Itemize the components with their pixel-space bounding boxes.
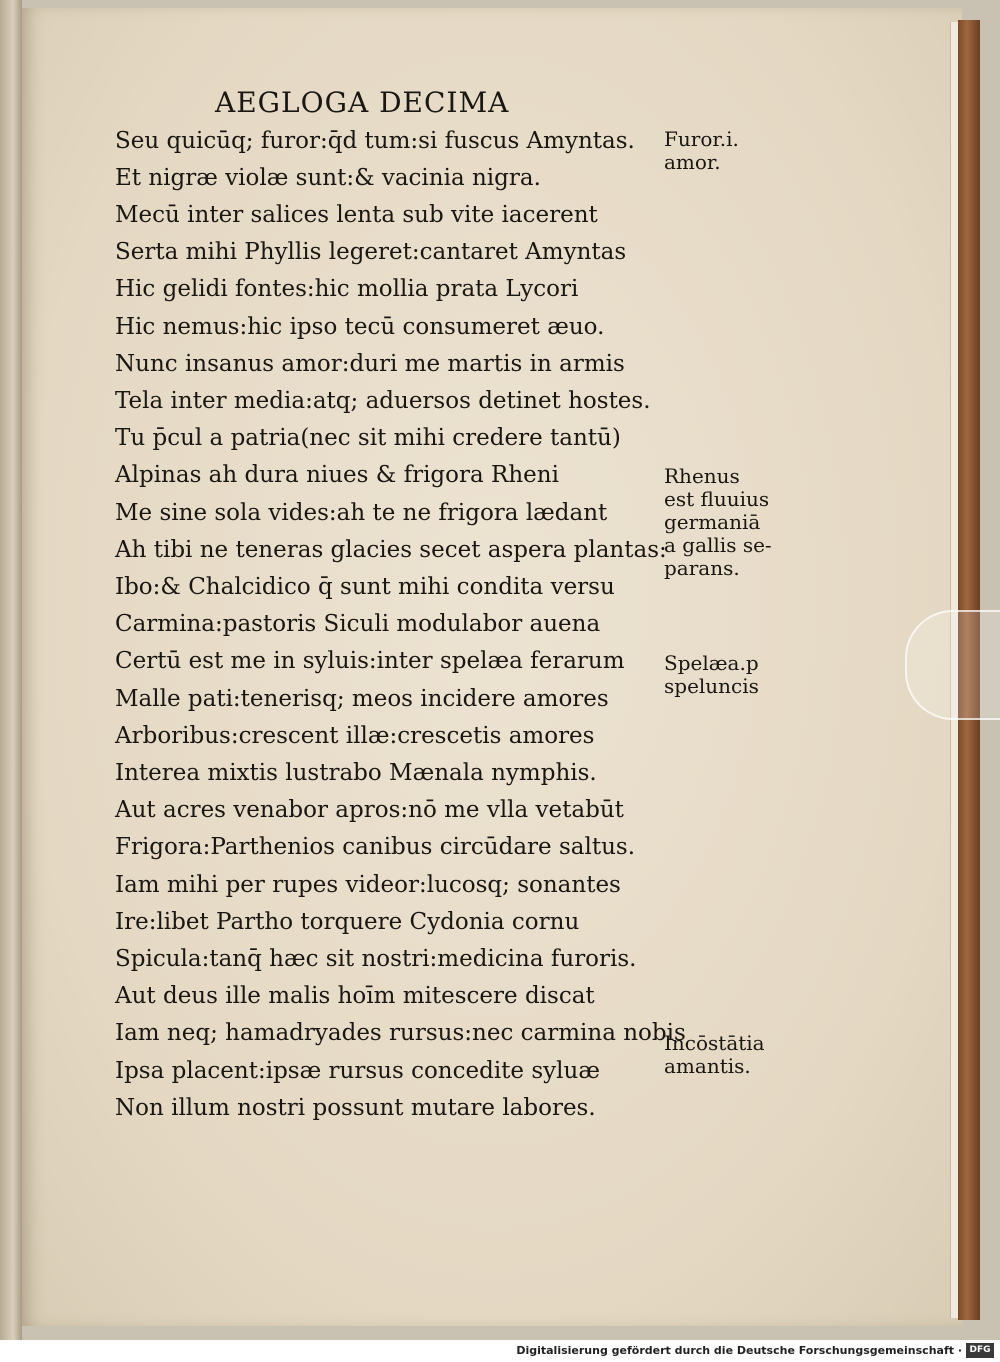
verse-line: Seu quicūq; furor:q̄d tum:si fuscus Amyntas. [115, 128, 635, 154]
page-title: AEGLOGA DECIMA [215, 86, 510, 119]
verse-line: Et nigræ violæ sunt:& vacinia nigra. [115, 165, 541, 191]
marginal-gloss: Furor.i. amor. [664, 127, 739, 174]
verse-line: Ibo:& Chalcidico q̄ sunt mihi condita versu [115, 574, 615, 600]
verse-line: Non illum nostri possunt mutare labores. [115, 1095, 596, 1121]
footer-bar [0, 1340, 1000, 1362]
dfg-logo: DFG [966, 1343, 994, 1358]
verse-line: Tela inter media:atq; aduersos detinet hostes. [115, 388, 651, 414]
verse-line: Tu p̄cul a patria(nec sit mihi credere tantū) [115, 425, 621, 451]
verse-line: Iam neq; hamadryades rursus:nec carmina nobis [115, 1020, 686, 1046]
verse-line: Alpinas ah dura niues & frigora Rheni [115, 462, 559, 488]
verse-line: Mecū inter salices lenta sub vite iacerent [115, 202, 598, 228]
verse-line: Certū est me in syluis:inter spelæa ferarum [115, 648, 625, 674]
verse-line: Aut acres venabor apros:nō me vlla vetabūt [115, 797, 624, 823]
verse-line: Serta mihi Phyllis legeret:cantaret Amyntas [115, 239, 627, 265]
verse-line: Interea mixtis lustrabo Mænala nymphis. [115, 760, 597, 786]
verse-line: Iam mihi per rupes videor:lucosq; sonantes [115, 872, 621, 898]
verse-line: Frigora:Parthenios canibus circūdare saltus. [115, 834, 636, 860]
marginal-gloss: Incōstātia amantis. [664, 1031, 765, 1078]
verse-line: Ah tibi ne teneras glacies secet aspera plantas: [115, 537, 667, 563]
verse-line: Ipsa placent:ipsæ rursus concedite syluæ [115, 1058, 600, 1084]
funding-credit: Digitalisierung gefördert durch die Deutsche Forschungsgemeinschaft · [516, 1344, 962, 1357]
verse-line: Spicula:tanq̄ hæc sit nostri:medicina furoris. [115, 946, 637, 972]
verse-block [115, 128, 686, 1138]
verse-line: Arboribus:crescent illæ:crescetis amores [115, 723, 595, 749]
verse-line: Aut deus ille malis hoīm mitescere discat [115, 983, 595, 1009]
verse-line: Ire:libet Partho torquere Cydonia cornu [115, 909, 580, 935]
left-page-edge [0, 0, 22, 1340]
verse-line: Malle pati:tenerisq; meos incidere amores [115, 686, 609, 712]
verse-line: Carmina:pastoris Siculi modulabor auena [115, 611, 601, 637]
verse-line: Hic gelidi fontes:hic mollia prata Lycori [115, 276, 579, 302]
verse-line: Nunc insanus amor:duri me martis in armis [115, 351, 625, 377]
page-clip [905, 610, 1000, 720]
marginal-gloss: Rhenus est fluuius germaniā a gallis se- parans. [664, 464, 772, 580]
verse-line: Hic nemus:hic ipso tecū consumeret æuo. [115, 314, 605, 340]
verse-line: Me sine sola vides:ah te ne frigora lædant [115, 500, 608, 526]
marginal-gloss: Spelæa.p speluncis [664, 651, 759, 698]
